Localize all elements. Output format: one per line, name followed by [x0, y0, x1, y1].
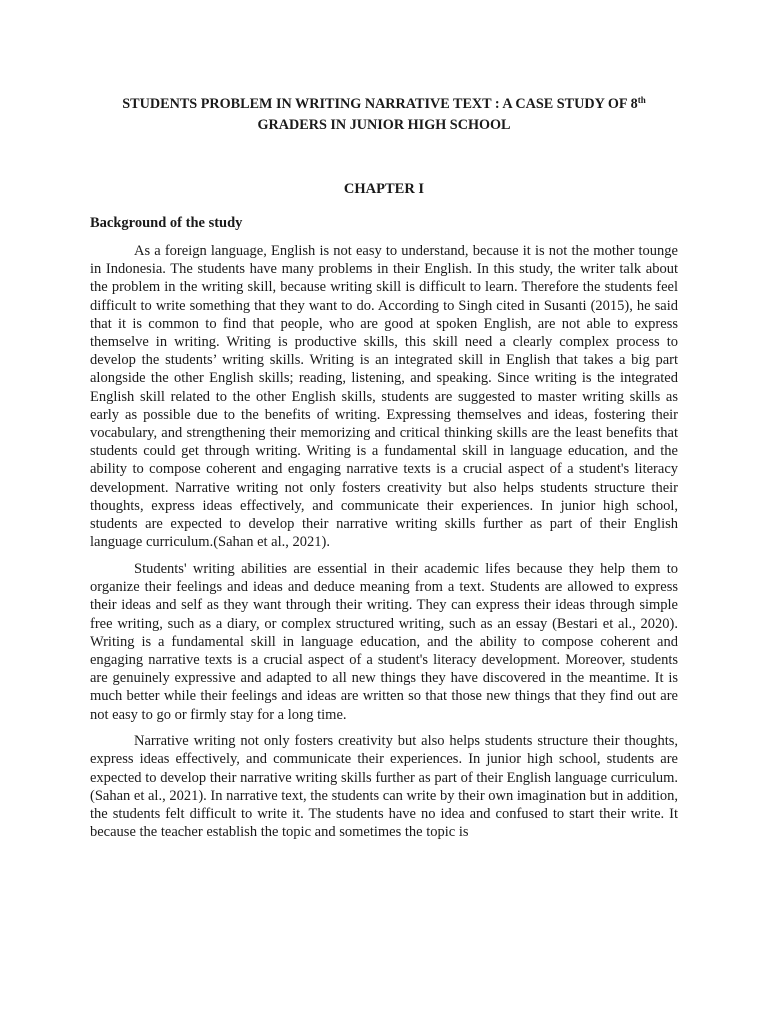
paragraph-3: Narrative writing not only fosters creativity but also helps students structure their thoughts, express ideas effectively, and communicate their experiences. In junior high school, students are expected to develop their narrative writing skills further as part of their English language curriculum.(Sahan et al., 2021). In narrative text, the students can write by their own imagination but in addition, the students felt difficult to write it. The students have no idea and confused to start their write. It because the teacher establish the topic and sometimes the topic is — [90, 733, 678, 841]
paragraph-2: Students' writing abilities are essential in their academic lifes because they help them to organize their feelings and ideas and deduce meaning from a text. Students are allowed to express their ideas and self as they want through their writing. They can express their ideas through simple free writing, such as a diary, or complex structured writing, such as an essay (Bestari et al., 2020). Writing is a fundamental skill in language education, and the ability to compose coherent and engaging narrative texts is a crucial aspect of a student's literacy development. Moreover, students are genuinely expressive and adapted to all new things they have discovered in the meantime. It is much better while their feelings and ideas are written so that those new things that they find out are not easy to go or firmly stay for a long time. — [90, 560, 678, 723]
title-line-2: GRADERS IN JUNIOR HIGH SCHOOL — [257, 117, 511, 133]
body-text — [90, 242, 678, 850]
paper-title — [90, 94, 678, 136]
title-superscript: th — [637, 95, 646, 105]
paragraph-1: As a foreign language, English is not easy to understand, because it is not the mother tounge in Indonesia. The students have many problems in their English. In this study, the writer talk about the problem in the writing skill, because writing skill is difficult to learn. Therefore the students feel difficult to write something that they want to do. According to Singh cited in Susanti (2015), he said that it is common to find that people, who are good at spoken English, are not able to express themselve in writing. Writing is productive skills, this skill need a clearly complex process to develop the students’ writing skills. Writing is an integrated skill in English that takes a big part alongside the other English skills; reading, listening, and speaking. Since writing is the integrated English skill related to the other English skills, students are suggested to master writing skills as early as possible due to the benefits of writing. Expressing themselves and ideas, fostering their vocabulary, and strengthening their memorizing and critical thinking skills are the least benefits that students could get through writing. Writing is a fundamental skill in language education, and the ability to compose coherent and engaging narrative texts is a crucial aspect of a student's literacy development. Narrative writing not only fosters creativity but also helps students structure their thoughts, express ideas effectively, and communicate their experiences. In junior high school, students are expected to develop their narrative writing skills further as part of their English language curriculum.(Sahan et al., 2021). — [90, 243, 678, 551]
title-line-1: STUDENTS PROBLEM IN WRITING NARRATIVE TEXT : A CASE STUDY OF 8 — [122, 96, 638, 112]
section-heading: Background of the study — [90, 215, 243, 231]
chapter-heading: CHAPTER I — [343, 181, 425, 197]
